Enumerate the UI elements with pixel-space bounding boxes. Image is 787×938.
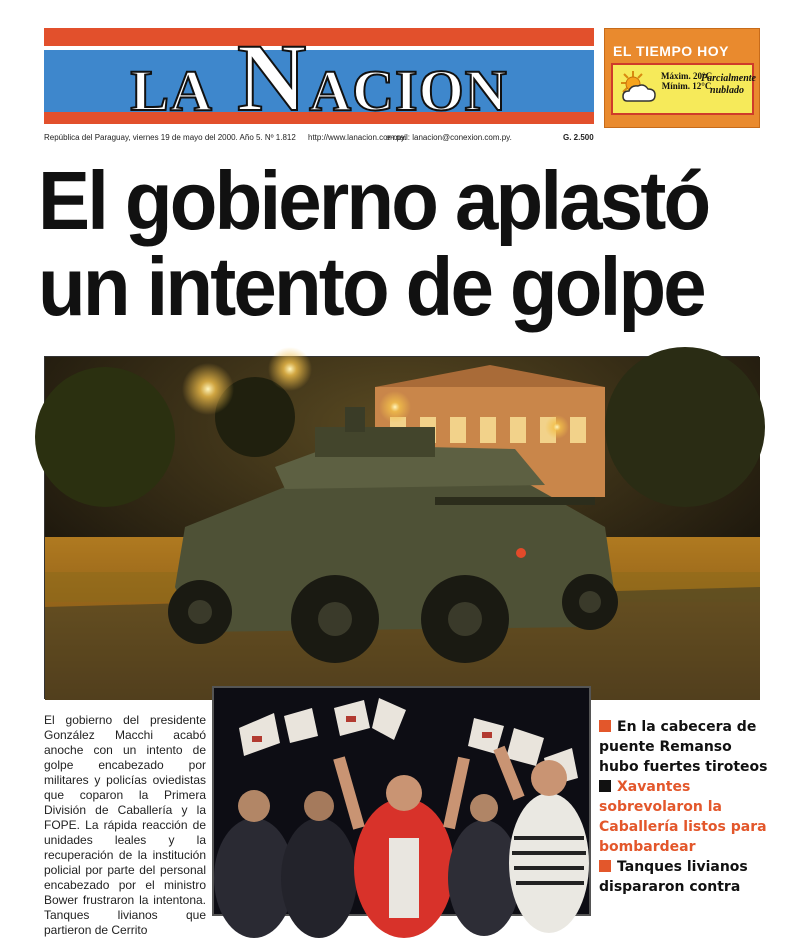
- min-temp: Mínim. 12°C: [661, 81, 712, 91]
- armored-vehicle-photo: [44, 356, 759, 699]
- logo-la: LA: [130, 58, 213, 123]
- main-headline: [38, 154, 724, 333]
- sun-cloud-icon: [617, 69, 659, 109]
- celebrating-crowd-photo: [212, 686, 591, 916]
- newspaper-logo: [44, 24, 594, 131]
- highlight-item: En la cabecera de puente Remanso hubo fuertes tiroteos: [599, 719, 768, 775]
- bullet-square-icon: [599, 720, 611, 732]
- headline-line-1: El gobierno aplastó: [38, 154, 709, 247]
- bullet-square-icon: [599, 780, 611, 792]
- weather-panel: [611, 63, 754, 115]
- highlights-list: [599, 717, 769, 897]
- headline-line-2: un intento de golpe: [38, 240, 704, 333]
- masthead: [44, 24, 594, 131]
- logo-rest: ACION: [309, 58, 508, 123]
- highlight-item: Tanques livianos dispararon contra: [599, 859, 748, 895]
- weather-box: [604, 28, 760, 128]
- max-temp: Máxim. 20°C: [661, 71, 713, 81]
- weather-title: EL TIEMPO HOY: [613, 43, 729, 59]
- dateline: República del Paraguay, viernes 19 de mayo del 2000. Año 5. Nº 1.812: [44, 133, 296, 142]
- bullet-square-icon: [599, 860, 611, 872]
- weather-forecast: Parcialmente nublado: [701, 73, 756, 96]
- website-link[interactable]: http://www.lanacion.com.py.: [308, 133, 407, 142]
- article-body: El gobierno del presidente González Macchi acabó anoche con un intento de golpe encabezado por militares y policías oviedistas que coparon la Primera División de Caballería y la FOPE. La rápida reacción de unidades leales y la recuperación de la institución policial por parte del personal encabezado por el ministro Bower frustraron la intentona. Tanques livianos que partieron de Cerrito: [44, 713, 206, 937]
- logo-initial: N: [236, 24, 308, 131]
- price: G. 2.500: [563, 133, 594, 142]
- email-link[interactable]: e-mail: lanacion@conexion.com.py.: [386, 133, 512, 142]
- highlight-item: Xavantes sobrevolaron la Caballería listos para bombardear: [599, 779, 767, 855]
